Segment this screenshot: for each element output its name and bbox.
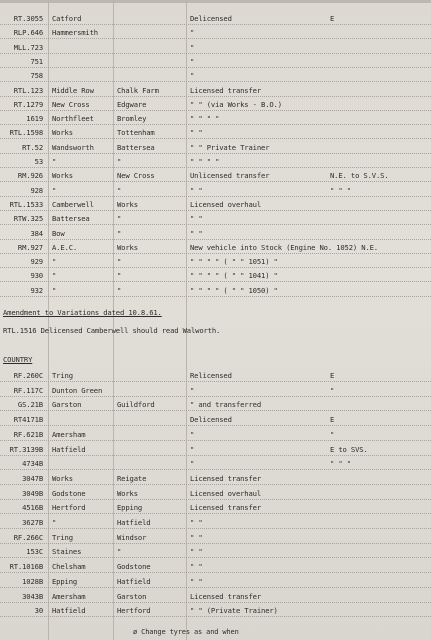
from-garage: Camberwell xyxy=(52,199,94,209)
amendment-heading: Amendment to Variations dated 10.8.61. xyxy=(3,308,162,317)
remark: " " " " xyxy=(190,157,220,166)
row-rule xyxy=(0,38,431,39)
vehicle-code: RTL.1533 xyxy=(9,199,43,209)
from-garage: Hatfield xyxy=(52,444,86,454)
vehicle-code: 928 xyxy=(30,185,43,195)
vehicle-code: RF.117C xyxy=(13,385,43,395)
remark: " " " " xyxy=(190,114,220,124)
row-rule xyxy=(0,67,431,68)
to-garage: " xyxy=(117,285,122,295)
remark: " " xyxy=(190,228,203,238)
vehicle-code: 384 xyxy=(30,228,43,238)
remark: " xyxy=(190,385,195,395)
row-rule xyxy=(0,455,431,456)
from-garage: Hertford xyxy=(52,503,86,513)
row-rule xyxy=(0,296,431,297)
remark: " " xyxy=(190,185,203,195)
to-garage: " xyxy=(117,547,122,557)
vehicle-code: RF.266C xyxy=(13,532,43,542)
vehicle-code: RTL.123 xyxy=(13,85,43,95)
from-garage: Works xyxy=(52,171,73,181)
remark: Unlicensed transfer xyxy=(190,171,270,181)
extra-note: " " " xyxy=(330,459,351,469)
remark: " and transferred xyxy=(190,400,262,410)
to-garage: Hatfield xyxy=(117,576,151,586)
row-rule xyxy=(0,239,431,240)
extra-note: " xyxy=(330,385,335,395)
row-rule xyxy=(0,543,431,544)
vehicle-code: 758 xyxy=(30,71,43,81)
row-rule xyxy=(0,196,431,197)
to-garage: Bromley xyxy=(117,114,147,124)
from-garage: Garston xyxy=(52,400,82,410)
remark: " xyxy=(190,429,195,439)
to-garage: Epping xyxy=(117,503,143,513)
row-rule xyxy=(0,440,431,441)
remark: " " xyxy=(190,128,203,138)
vehicle-code: RT.3139B xyxy=(9,444,43,454)
vehicle-code: 153C xyxy=(26,547,43,557)
vehicle-code: RF.260C xyxy=(13,371,43,380)
row-rule xyxy=(0,396,431,397)
vehicle-code: RLP.646 xyxy=(13,28,43,38)
remark: " " (via Works - B.O.) xyxy=(190,99,282,109)
to-garage: " xyxy=(117,228,122,238)
row-rule xyxy=(0,410,431,411)
remark: " xyxy=(190,71,195,81)
remark: " " " " ( " " 1051) " xyxy=(190,257,278,267)
from-garage: Bow xyxy=(52,228,65,238)
to-garage: Hertford xyxy=(117,606,151,616)
from-garage: Chelsham xyxy=(52,562,86,572)
extra-note: E xyxy=(330,415,335,425)
remark: " " " " ( " " 1050) " xyxy=(190,285,278,295)
vehicle-code: 3627B xyxy=(22,518,43,527)
row-rule xyxy=(0,469,431,470)
from-garage: Epping xyxy=(52,576,78,586)
remark: " " (Private Trainer) xyxy=(190,606,278,616)
to-garage: Godstone xyxy=(117,562,151,572)
remark: Licensed transfer xyxy=(190,85,262,95)
vehicle-code: RM.927 xyxy=(17,242,43,252)
vehicle-code: 3043B xyxy=(22,591,43,601)
vehicle-code: 930 xyxy=(30,271,43,281)
vehicle-code: RT4171B xyxy=(13,415,43,425)
to-garage: Chalk Farm xyxy=(117,85,159,95)
vehicle-code: 932 xyxy=(30,285,43,295)
to-garage: " xyxy=(117,185,122,195)
remark: Licensed overhaul xyxy=(190,488,262,498)
row-rule xyxy=(0,81,431,82)
to-garage: Windsor xyxy=(117,532,147,542)
from-garage: Northfleet xyxy=(52,114,94,124)
remark: " " xyxy=(190,518,203,527)
from-garage: Works xyxy=(52,128,73,138)
to-garage: Works xyxy=(117,242,138,252)
to-garage: " xyxy=(117,257,122,267)
from-garage: " xyxy=(52,518,57,527)
from-garage: Tring xyxy=(52,532,73,542)
extra-note: " xyxy=(330,429,335,439)
row-rule xyxy=(0,181,431,182)
extra-note: E xyxy=(330,14,335,23)
row-rule xyxy=(0,281,431,282)
row-rule xyxy=(0,602,431,603)
vehicle-code: 30 xyxy=(34,606,43,616)
vehicle-code: 4734B xyxy=(22,459,43,469)
remark: " xyxy=(190,42,195,52)
row-rule xyxy=(0,557,431,558)
remark: Relicensed xyxy=(190,371,232,380)
row-rule xyxy=(0,24,431,25)
row-rule xyxy=(0,528,431,529)
vehicle-code: GS.21B xyxy=(17,400,43,410)
row-rule xyxy=(0,513,431,514)
extra-note: E to SVS. xyxy=(330,444,368,454)
from-garage: A.E.C. xyxy=(52,242,78,252)
row-rule xyxy=(0,587,431,588)
remark: " " xyxy=(190,547,203,557)
from-garage: " xyxy=(52,257,57,267)
to-garage: Tottenham xyxy=(117,128,155,138)
row-rule xyxy=(0,124,431,125)
from-garage: " xyxy=(52,157,57,166)
to-garage: Garston xyxy=(117,591,147,601)
from-garage: Catford xyxy=(52,14,82,23)
vehicle-code: RT.3055 xyxy=(13,14,43,23)
from-garage: Amersham xyxy=(52,429,86,439)
vehicle-code: RT.1016B xyxy=(9,562,43,572)
row-rule xyxy=(0,499,431,500)
vehicle-code: 3049B xyxy=(22,488,43,498)
to-garage: Reigate xyxy=(117,473,147,483)
from-garage: Wandsworth xyxy=(52,142,94,152)
from-garage: Middle Row xyxy=(52,85,94,95)
row-rule xyxy=(0,167,431,168)
row-rule xyxy=(0,572,431,573)
vehicle-code: RT.52 xyxy=(22,142,43,152)
vehicle-code: RTL.1598 xyxy=(9,128,43,138)
row-rule xyxy=(0,210,431,211)
vehicle-code: 3047B xyxy=(22,473,43,483)
row-rule xyxy=(0,381,431,382)
amendment-text: RTL.1516 Delicensed Camberwell should read Walworth. xyxy=(3,326,221,335)
from-garage: Battersea xyxy=(52,214,90,224)
from-garage: Dunton Green xyxy=(52,385,103,395)
remark: " xyxy=(190,56,195,66)
remark: " xyxy=(190,444,195,454)
remark: Licensed transfer xyxy=(190,591,262,601)
vehicle-code: 751 xyxy=(30,56,43,66)
top-edge xyxy=(0,0,431,3)
from-garage: Amersham xyxy=(52,591,86,601)
extra-note: " " " xyxy=(330,185,351,195)
row-rule xyxy=(0,224,431,225)
extra-note: E xyxy=(330,371,335,380)
row-rule xyxy=(0,110,431,111)
vehicle-code: 929 xyxy=(30,257,43,267)
footnote: ø Change tyres as and when xyxy=(133,628,239,636)
from-garage: Works xyxy=(52,473,73,483)
to-garage: Works xyxy=(117,199,138,209)
from-garage: Tring xyxy=(52,371,73,380)
row-rule xyxy=(0,484,431,485)
remark: Delicensed xyxy=(190,14,232,23)
from-garage: " xyxy=(52,271,57,281)
from-garage: Hatfield xyxy=(52,606,86,616)
to-garage: New Cross xyxy=(117,171,155,181)
to-garage: Battersea xyxy=(117,142,155,152)
row-rule xyxy=(0,425,431,426)
remark: " " xyxy=(190,576,203,586)
to-garage: " xyxy=(117,214,122,224)
remark: Delicensed xyxy=(190,415,232,425)
to-garage: Edgware xyxy=(117,99,147,109)
from-garage: " xyxy=(52,285,57,295)
remark: " xyxy=(190,459,195,469)
remark: Licensed overhaul xyxy=(190,199,262,209)
remark: " xyxy=(190,28,195,38)
row-rule xyxy=(0,267,431,268)
row-rule xyxy=(0,253,431,254)
to-garage: " xyxy=(117,157,122,166)
to-garage: " xyxy=(117,271,122,281)
from-garage: Hammersmith xyxy=(52,28,98,38)
remark: " " " " ( " " 1041) " xyxy=(190,271,278,281)
vehicle-code: RF.621B xyxy=(13,429,43,439)
vehicle-code: 53 xyxy=(34,157,43,166)
vehicle-code: 1619 xyxy=(26,114,43,124)
remark: " " xyxy=(190,214,203,224)
from-garage: New Cross xyxy=(52,99,90,109)
to-garage: Hatfield xyxy=(117,518,151,527)
from-garage: Staines xyxy=(52,547,82,557)
remark: " " Private Trainer xyxy=(190,142,270,152)
vehicle-code: RM.926 xyxy=(17,171,43,181)
from-garage: Godstone xyxy=(52,488,86,498)
row-rule xyxy=(0,616,431,617)
remark: New vehicle into Stock (Engine No. 1052) N.E. xyxy=(190,242,378,252)
remark: Licensed transfer xyxy=(190,473,262,483)
row-rule xyxy=(0,138,431,139)
remark: " " xyxy=(190,532,203,542)
remark: Licensed transfer xyxy=(190,503,262,513)
vehicle-code: RTW.325 xyxy=(13,214,43,224)
to-garage: Guildford xyxy=(117,400,155,410)
vehicle-code: 1028B xyxy=(22,576,43,586)
country-heading: COUNTRY xyxy=(3,355,33,364)
row-rule xyxy=(0,153,431,154)
extra-note: N.E. to S.V.S. xyxy=(330,171,389,181)
row-rule xyxy=(0,53,431,54)
row-rule xyxy=(0,96,431,97)
vehicle-code: RT.1279 xyxy=(13,99,43,109)
vehicle-code: 4516B xyxy=(22,503,43,513)
to-garage: Works xyxy=(117,488,138,498)
from-garage: " xyxy=(52,185,57,195)
remark: " " xyxy=(190,562,203,572)
vehicle-code: MLL.723 xyxy=(13,42,43,52)
